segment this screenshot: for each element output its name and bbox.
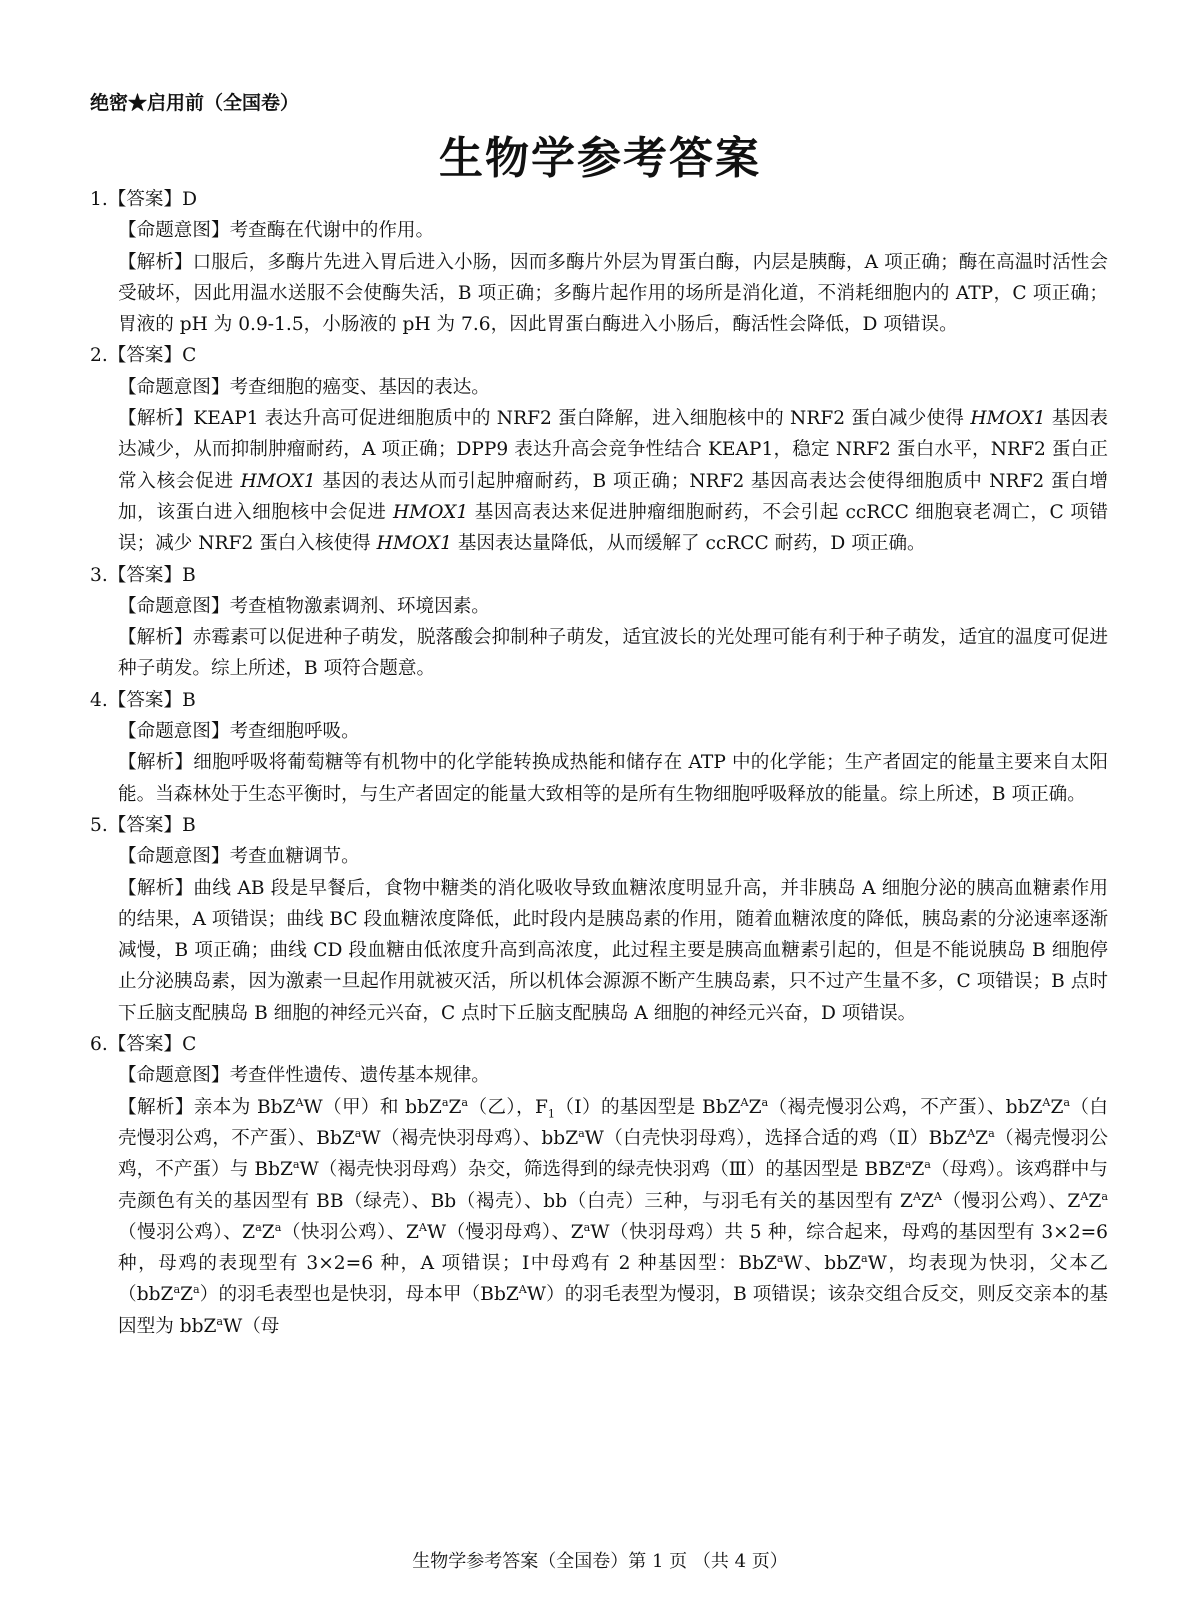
- intent-line: 【命题意图】考查细胞呼吸。: [118, 721, 360, 743]
- analysis-paragraph: 【解析】亲本为 BbZ$^A$W（甲）和 $bbZ^aZ^a$（乙），$F_1(Ⅰ)$的基因型是 $BbZ^AZ^a$（褐壳慢羽公鸡，不产蛋）、$bbZ^AZ^a$（白壳慢羽公鸡，不产蛋）、BbZ$^a$W（褐壳快羽母鸡）、bbZ$^a$W（白壳快羽母鸡），选择合适的鸡$(Ⅱ)BbZ^AZ^a$（褐壳慢羽公鸡，不产蛋）与 BbZ$^a$W（褐壳快羽母鸡）杂交，筛选得到的绿壳快羽鸡（Ⅲ）的基因型是 $BBZ^aZ^a$（母鸡）。该鸡群中与壳颜色有关的基因型有 BB（绿壳）、Bb（褐壳）、bb（白壳）三种，与羽毛有关的基因型有 $Z^AZ^A$（慢羽公鸡）、$Z^AZ^a$（慢羽公鸡）、$Z^aZ^a$（快羽公鸡）、$Z^AW$（慢羽母鸡）、$Z^aW$（快羽母鸡）共 5 种，综合起来，母鸡的基因型有 3×2=6 种，母鸡的表现型有 3×2=6 种，A 项错误；Ⅰ中母鸡有 2 种基因型：BbZ$^a$W、bbZ$^a$W，均表现为快羽，父本乙$(bbZ^aZ^a)$的羽毛表型也是快羽，母本甲（BbZ$^A$W）的羽毛表型为慢羽，B 项错误；该杂交组合反交，则反交亲本的基因型为 bbZ$^a$W（母: [118, 1095, 1108, 1337]
- page-footer: 生物学参考答案（全国卷）第 1 页 （共 4 页）: [412, 1551, 788, 1572]
- answer-item-3: [90, 560, 1108, 685]
- analysis-paragraph: 【解析】KEAP1 表达升高可促进细胞质中的 NRF2 蛋白降解，进入细胞核中的 NRF2 蛋白减少使得 HMOX1 基因表达减少，从而抑制肿瘤耐药，A 项正确；DPP9 表达升高会竞争性结合 KEAP1，稳定 NRF2 蛋白水平，NRF2 蛋白正常入核会促进 HMOX1 基因的表达从而引起肿瘤耐药，B 项正确；NRF2 基因高表达会使得细胞质中 NRF2 蛋白增加，该蛋白进入细胞核中会促进 HMOX1 基因高表达来促进肿瘤细胞耐药，不会引起 ccRCC 细胞衰老凋亡，C 项错误；减少 NRF2 蛋白入核使得 HMOX1 基因表达量降低，从而缓解了 ccRCC 耐药，D 项正确。: [118, 408, 1108, 555]
- answer-list: [90, 184, 1108, 1342]
- intent-line: 【命题意图】考查细胞的癌变、基因的表达。: [118, 376, 490, 398]
- secret-mark: 绝密★启用前（全国卷）: [90, 92, 300, 114]
- answer-line: 6.【答案】C: [90, 1034, 197, 1056]
- analysis-paragraph: 【解析】口服后，多酶片先进入胃后进入小肠，因而多酶片外层为胃蛋白酶，内层是胰酶，A 项正确；酶在高温时活性会受破坏，因此用温水送服不会使酶失活，B 项正确；多酶片起作用的场所是消化道，不消耗细胞内的 ATP，C 项正确；胃液的 pH 为 0.9-1.5，小肠液的 pH 为 7.6，因此胃蛋白酶进入小肠后，酶活性会降低，D 项错误。: [118, 251, 1108, 336]
- answer-line: 4.【答案】B: [90, 689, 196, 711]
- intent-line: 【命题意图】考查伴性遗传、遗传基本规律。: [118, 1065, 490, 1087]
- answer-line: 1.【答案】D: [90, 189, 198, 210]
- analysis-paragraph: 【解析】赤霉素可以促进种子萌发，脱落酸会抑制种子萌发，适宜波长的光处理可能有利于种子萌发，适宜的温度可促进种子萌发。综上所述，B 项符合题意。: [118, 627, 1108, 680]
- answer-item-4: [90, 685, 1108, 810]
- analysis-paragraph: 【解析】细胞呼吸将葡萄糖等有机物中的化学能转换成热能和储存在 ATP 中的化学能；生产者固定的能量主要来自太阳能。当森林处于生态平衡时，与生产者固定的能量大致相等的是所有生物细胞呼吸释放的能量。综上所述，B 项正确。: [118, 752, 1108, 805]
- intent-line: 【命题意图】考查植物激素调剂、环境因素。: [118, 595, 490, 617]
- answer-item-6: [90, 1029, 1108, 1342]
- intent-line: 【命题意图】考查酶在代谢中的作用。: [118, 220, 435, 242]
- answer-line: 2.【答案】C: [90, 345, 197, 367]
- answer-line: 5.【答案】B: [90, 814, 196, 836]
- answer-item-5: [90, 810, 1108, 1029]
- page-title: 生物学参考答案: [439, 133, 761, 184]
- answer-line: 3.【答案】B: [90, 564, 196, 586]
- analysis-paragraph: 【解析】曲线 AB 段是早餐后，食物中糖类的消化吸收导致血糖浓度明显升高，并非胰岛 A 细胞分泌的胰高血糖素作用的结果，A 项错误；曲线 BC 段血糖浓度降低，此时段内是胰岛素的作用，随着血糖浓度的降低，胰岛素的分泌速率逐渐减慢，B 项正确；曲线 CD 段血糖由低浓度升高到高浓度，此过程主要是胰高血糖素引起的，但是不能说胰岛 B 细胞停止分泌胰岛素，因为激素一旦起作用就被灭活，所以机体会源源不断产生胰岛素，只不过产生量不多，C 项错误；B 点时下丘脑支配胰岛 B 细胞的神经元兴奋，C 点时下丘脑支配胰岛 A 细胞的神经元兴奋，D 项错误。: [118, 877, 1108, 1024]
- intent-line: 【命题意图】考查血糖调节。: [118, 846, 360, 868]
- answer-item-1: [90, 184, 1108, 340]
- answer-item-2: [90, 340, 1108, 559]
